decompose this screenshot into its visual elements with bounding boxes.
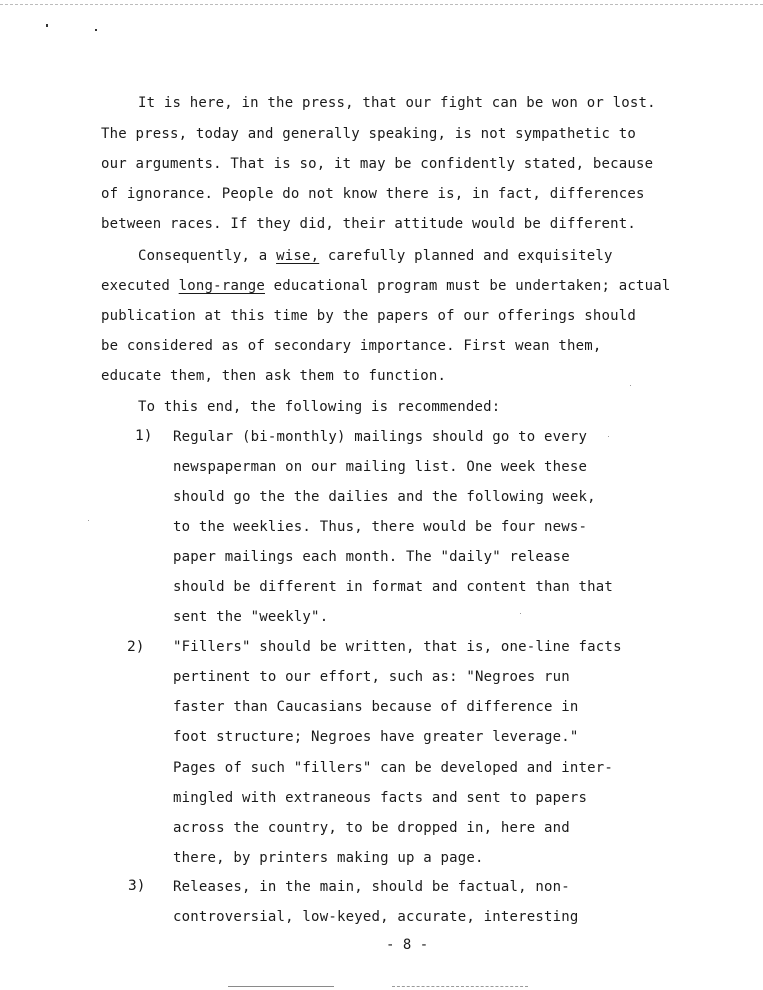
text-segment: carefully planned and exquisitely <box>319 248 613 264</box>
scan-mark <box>46 24 48 27</box>
text-line: be considered as of secondary importance. First wean them, <box>101 338 602 354</box>
text-line: It is here, in the press, that our fight can be won or lost. <box>138 95 656 111</box>
text-line: educate them, then ask them to function. <box>101 368 447 384</box>
text-line: newspaperman on our mailing list. One week these <box>173 459 588 475</box>
text-segment: executed <box>101 278 179 294</box>
scan-speck <box>630 385 631 386</box>
item-number: 1) <box>135 428 153 444</box>
bottom-rule <box>392 986 528 987</box>
text-line: mingled with extraneous facts and sent to papers <box>173 790 588 806</box>
underlined-word: wise, <box>276 248 320 264</box>
text-line: pertinent to our effort, such as: "Negroes run <box>173 669 570 685</box>
text-line: Pages of such "fillers" can be developed and inter- <box>173 760 614 776</box>
text-line: across the country, to be dropped in, here and <box>173 820 570 836</box>
text-line: foot structure; Negroes have greater leverage." <box>173 729 579 745</box>
text-line: between races. If they did, their attitude would be different. <box>101 216 636 232</box>
underlined-word: long-range <box>178 278 265 294</box>
recommendation-intro: To this end, the following is recommended: <box>138 399 501 415</box>
text-line <box>138 246 613 266</box>
text-line: publication at this time by the papers of our offerings should <box>101 308 636 324</box>
text-line: The press, today and generally speaking, is not sympathetic to <box>101 126 636 142</box>
text-line: there, by printers making up a page. <box>173 850 484 866</box>
item-number: 3) <box>128 878 146 894</box>
page-number: - 8 - <box>386 937 429 953</box>
text-line: of ignorance. People do not know there is, in fact, differences <box>101 186 645 202</box>
text-line: to the weeklies. Thus, there would be four news- <box>173 519 588 535</box>
scan-speck <box>608 436 609 437</box>
text-line: paper mailings each month. The "daily" release <box>173 549 570 565</box>
text-line: Regular (bi-monthly) mailings should go to every <box>173 429 588 445</box>
bottom-rule <box>228 986 334 987</box>
text-line: should be different in format and content than that <box>173 579 614 595</box>
text-line: Releases, in the main, should be factual, non- <box>173 879 570 895</box>
text-line: sent the "weekly". <box>173 609 329 625</box>
text-segment: Consequently, a <box>138 248 277 264</box>
scan-speck <box>520 613 521 614</box>
text-line: "Fillers" should be written, that is, one-line facts <box>173 639 622 655</box>
text-line: faster than Caucasians because of difference in <box>173 699 579 715</box>
text-segment: educational program must be undertaken; actual <box>264 278 671 294</box>
item-number: 2) <box>127 639 145 655</box>
scan-speck <box>88 520 89 521</box>
scan-mark <box>95 29 97 31</box>
text-line: should go the the dailies and the following week, <box>173 489 596 505</box>
top-edge-rule <box>0 4 763 5</box>
text-line: controversial, low-keyed, accurate, interesting <box>173 909 579 925</box>
text-line: our arguments. That is so, it may be confidently stated, because <box>101 156 654 172</box>
text-line <box>101 276 671 296</box>
